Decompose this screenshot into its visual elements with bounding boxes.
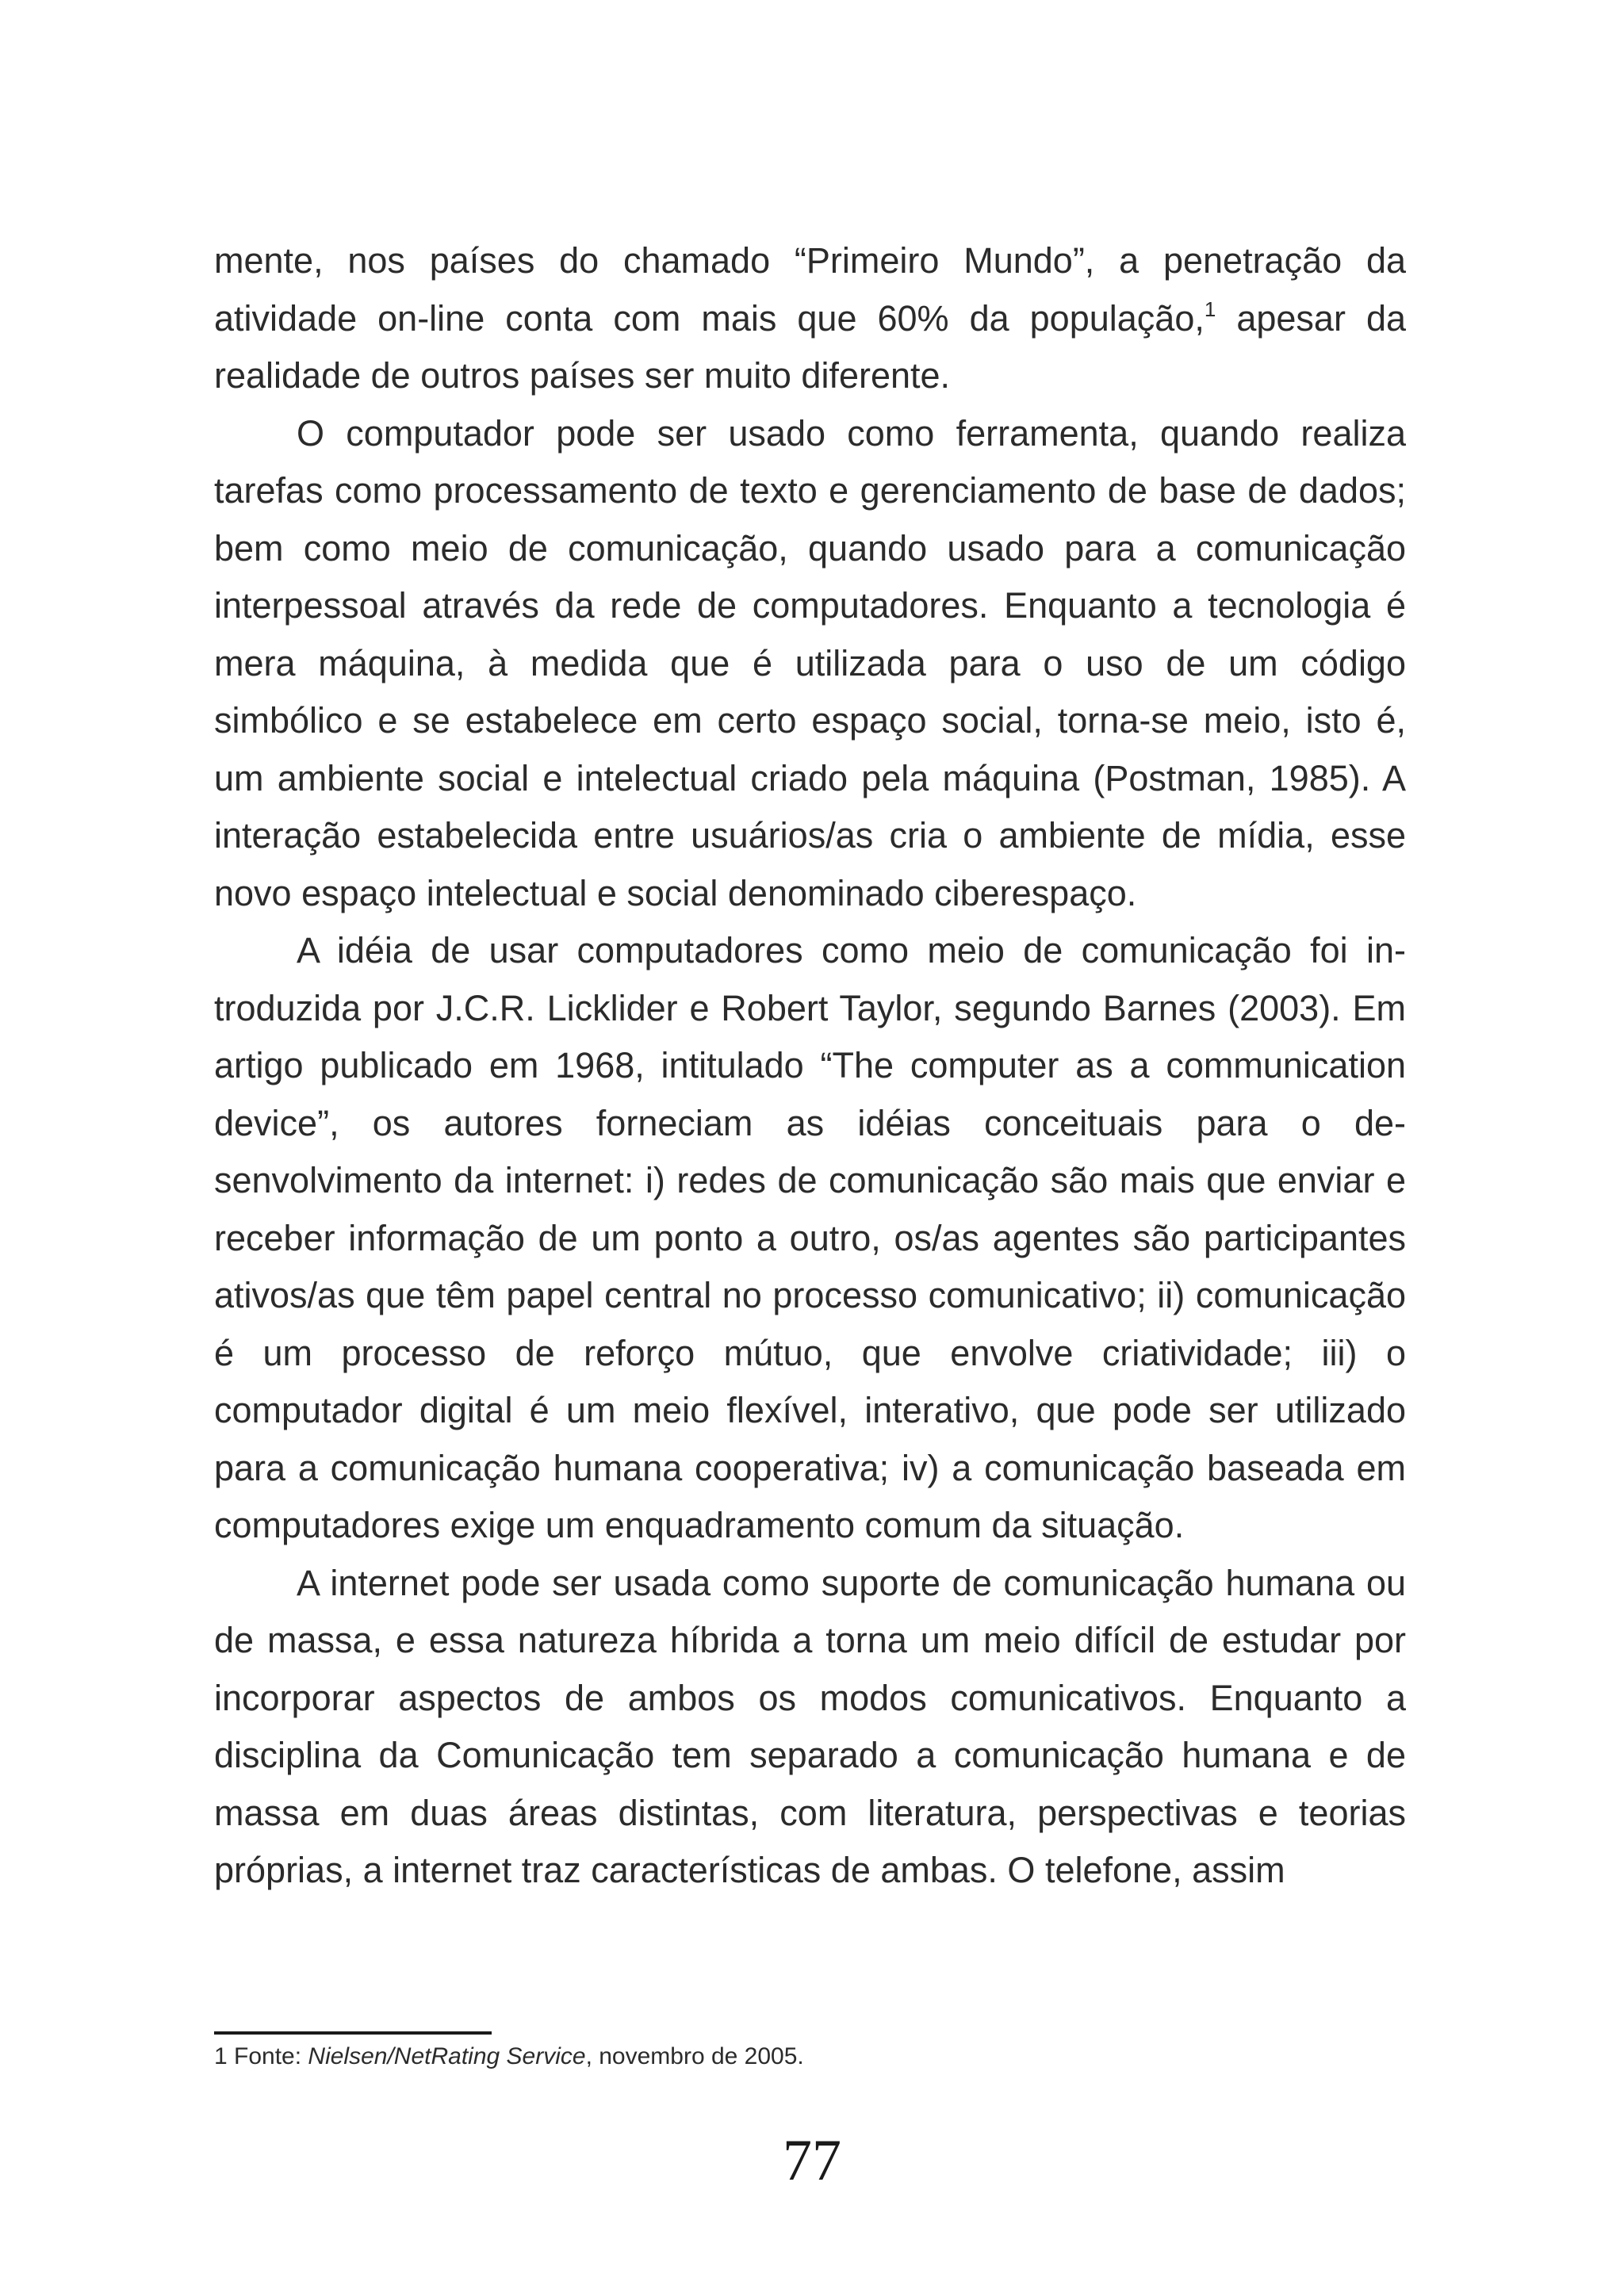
footnote-number: 1 Fonte: — [214, 2043, 308, 2069]
paragraph-text: mente, nos países do chamado “Primeiro Mundo”, a penetração da atividade on-line conta com mais que 60% da população, — [214, 240, 1406, 339]
footnote-reference: 1 — [1204, 297, 1216, 321]
footnote-divider — [214, 2031, 492, 2035]
paragraph-continuation — [214, 232, 1406, 405]
footnote — [214, 2039, 1404, 2074]
footnote-text: , novembro de 2005. — [585, 2043, 804, 2069]
footnote-source: Nielsen/NetRating Service — [308, 2043, 586, 2069]
paragraph: O computador pode ser usado como ferramenta, quando realiza tarefas como processamento de texto e gerenciamento de base de dados; bem como meio de comunicação, quando usado para a comunicação interpessoal através da rede de computadores. Enquanto a tecnologia é mera máquina, à medida que é utilizada para o uso de um código simbólico e se estabelece em certo espaço social, torna-se meio, isto é, um ambiente social e intelectual criado pela máquina (Postman, 1985). A interação estabelecida entre usuários/as cria o ambiente de mídia, esse novo espaço intelectual e social denominado ciberespaço. — [214, 412, 1406, 913]
paragraph: A idéia de usar computadores como meio de comunicação foi introduzida por J.C.R. Licklider e Robert Taylor, segundo Barnes (2003). Em artigo publicado em 1968, intitulado “The computer as a communication device”, os autores forneciam as idéias conceituais para o desenvolvimento da internet: i) redes de comunicação são mais que enviar e receber informação de um ponto a outro, os/as agentes são participantes ativos/as que têm papel central no processo comunicativo; ii) comunicação é um processo de reforço mútuo, que envolve criatividade; iii) o computador digital é um meio flexível, interativo, que pode ser utilizado para a comunicação humana cooperativa; iv) a comunicação baseada em computadores exige um enquadramento comum da situação. — [214, 930, 1406, 1545]
page-number: 77 — [783, 2128, 841, 2193]
paragraph-text: apesar da realidade de outros países ser muito diferente. — [214, 297, 1407, 396]
body-text — [214, 232, 1406, 1900]
paragraph: A internet pode ser usada como suporte de comunicação humana ou de massa, e essa natureza híbrida a torna um meio difícil de estudar por incorporar aspectos de ambos os modos comunicativos. Enquanto a disciplina da Comunicação tem separado a comunicação humana e de massa em duas áreas distintas, com literatura, perspectivas e teorias próprias, a internet traz características de ambas. O telefone, assim — [214, 1562, 1406, 1890]
